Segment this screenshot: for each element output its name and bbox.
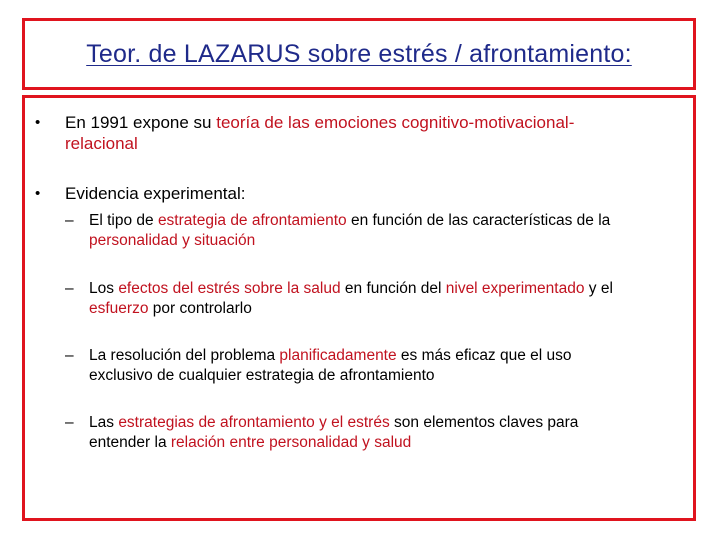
highlight-run: teoría de las emociones cognitivo-motivacional- xyxy=(216,113,575,132)
bullet-text xyxy=(65,183,701,204)
dash-mark: – xyxy=(65,212,74,229)
sub-text xyxy=(89,346,701,386)
text-run: entender la xyxy=(89,434,171,451)
text-run: La resolución del problema xyxy=(89,347,280,364)
text-line xyxy=(89,433,701,453)
highlight-run: estrategia de afrontamiento xyxy=(157,212,347,229)
text-run: en función del xyxy=(340,280,446,297)
sub-text xyxy=(89,279,701,319)
text-line xyxy=(65,183,701,204)
highlight-run: esfuerzo xyxy=(89,300,149,317)
bullet-text xyxy=(65,112,701,154)
highlight-run: nivel experimentado xyxy=(445,280,585,297)
sub-text xyxy=(89,413,701,453)
highlight-run: efectos del estrés sobre la salud xyxy=(118,280,341,297)
text-line xyxy=(89,211,701,231)
highlight-run: relación entre personalidad y salud xyxy=(170,434,412,451)
text-run: En 1991 expone su xyxy=(65,113,217,132)
text-run: por controlarlo xyxy=(148,300,252,317)
title-box xyxy=(22,18,696,90)
highlight-run: estrategias de afrontamiento y el estrés xyxy=(118,414,390,431)
text-run: Evidencia experimental: xyxy=(65,184,246,203)
text-line xyxy=(89,413,701,433)
text-line xyxy=(65,133,701,154)
highlight-run: personalidad y situación xyxy=(89,232,256,249)
text-run: Los xyxy=(89,280,119,297)
text-line xyxy=(89,299,701,319)
bullet-mark: • xyxy=(35,185,41,202)
dash-mark: – xyxy=(65,414,74,431)
content-box xyxy=(22,95,696,521)
sub-text xyxy=(89,211,701,251)
text-run: exclusivo de cualquier estrategia de afrontamiento xyxy=(89,367,435,384)
highlight-run: relacional xyxy=(65,134,138,153)
dash-mark: – xyxy=(65,347,74,364)
text-line xyxy=(89,366,701,386)
highlight-run: planificadamente xyxy=(279,347,397,364)
text-run: en función de las características de la xyxy=(346,212,611,229)
dash-mark: – xyxy=(65,280,74,297)
text-run: son elementos claves para xyxy=(389,414,579,431)
bullet-mark: • xyxy=(35,114,41,131)
text-run: y el xyxy=(584,280,613,297)
text-line xyxy=(65,112,701,133)
text-line xyxy=(89,346,701,366)
text-run: Las xyxy=(89,414,119,431)
text-line xyxy=(89,279,701,299)
text-line xyxy=(89,231,701,251)
text-run: El tipo de xyxy=(89,212,158,229)
text-run: es más eficaz que el uso xyxy=(396,347,572,364)
slide-title: Teor. de LAZARUS sobre estrés / afrontamiento: xyxy=(86,39,632,68)
